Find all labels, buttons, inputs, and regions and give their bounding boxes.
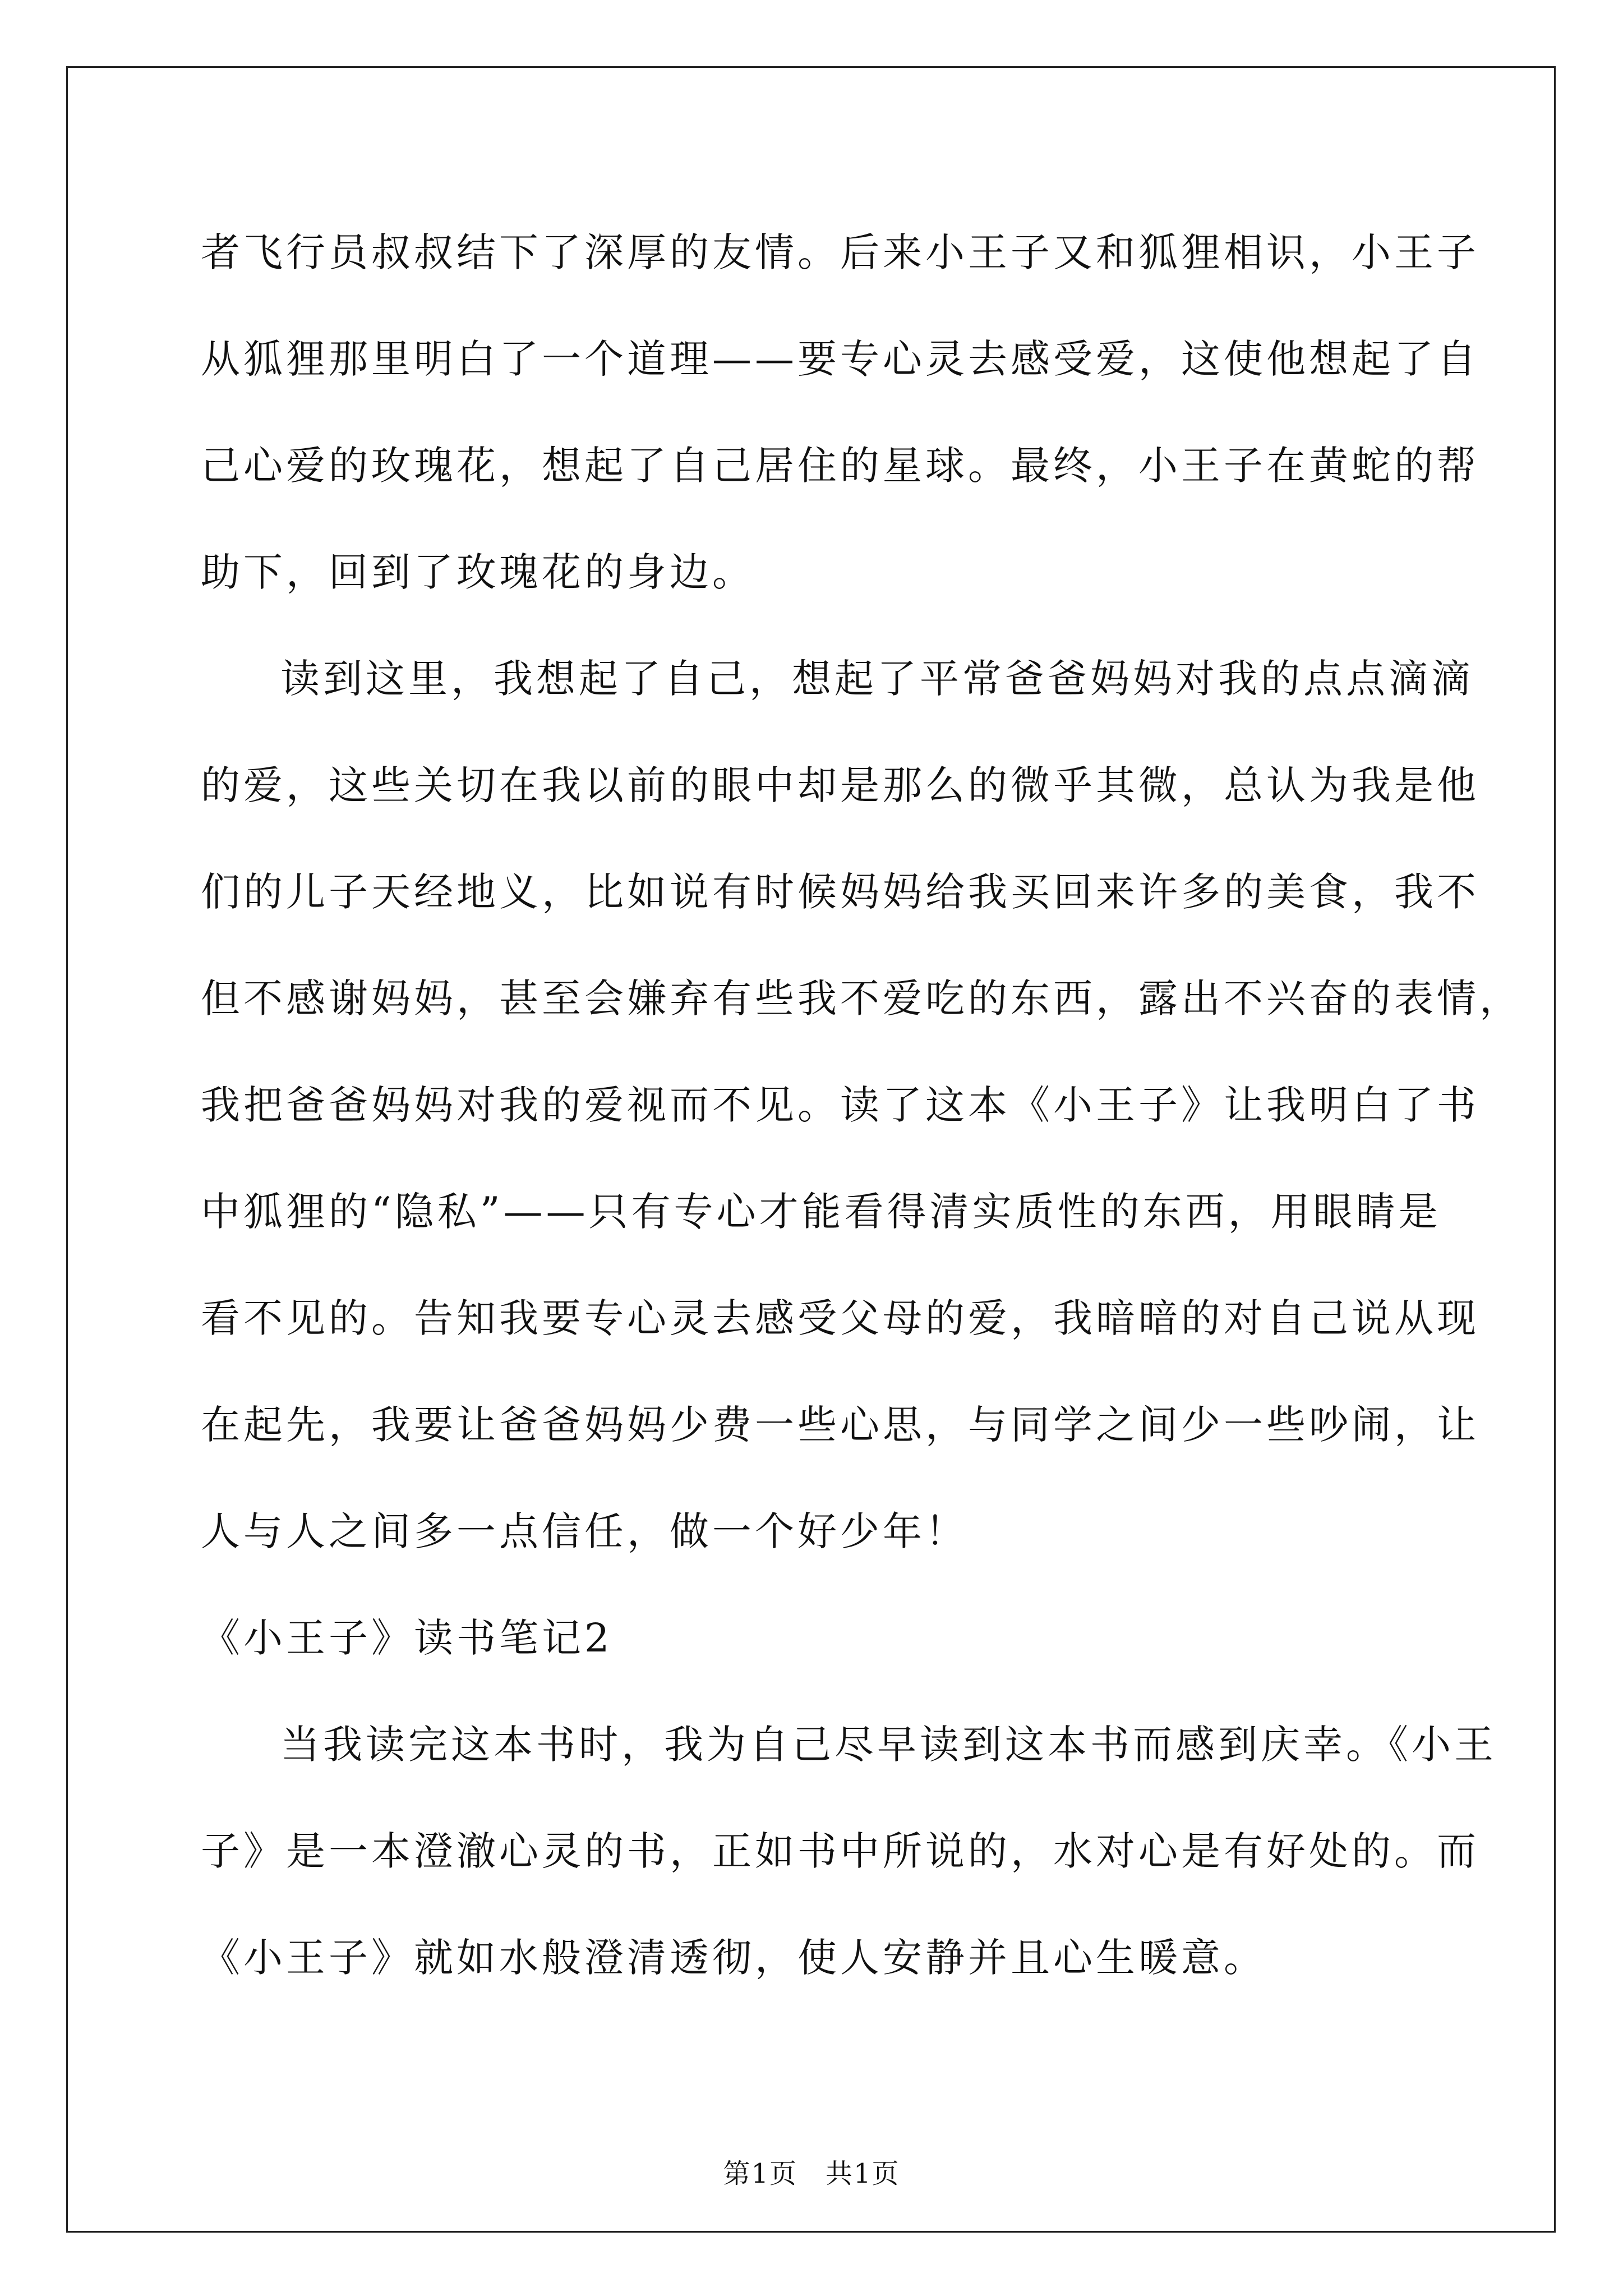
paragraph-line: 我把爸爸妈妈对我的爱视而不见。读了这本《小王子》让我明白了书	[201, 1082, 1479, 1128]
paragraph-line: 们的儿子天经地义，比如说有时候妈妈给我买回来许多的美食，我不	[201, 869, 1479, 915]
section-title: 《小王子》读书笔记2	[201, 1615, 613, 1661]
paragraph-line: 当我读完这本书时，我为自己尽早读到这本书而感到庆幸。《小王	[280, 1722, 1497, 1768]
paragraph-line: 子》是一本澄澈心灵的书，正如书中所说的，水对心是有好处的。而	[201, 1828, 1479, 1874]
paragraph-line: 在起先，我要让爸爸妈妈少费一些心思，与同学之间少一些吵闹，让	[201, 1402, 1479, 1448]
page-border	[66, 66, 1556, 2233]
paragraph-line: 助下，回到了玫瑰花的身边。	[201, 549, 755, 595]
paragraph-line: 的爱，这些关切在我以前的眼中却是那么的微乎其微，总认为我是他	[201, 762, 1479, 808]
paragraph-line: 人与人之间多一点信任，做一个好少年！	[201, 1508, 968, 1554]
paragraph-line: 从狐狸那里明白了一个道理——要专心灵去感受爱，这使他想起了自	[201, 336, 1479, 382]
paragraph-line: 中狐狸的“隐私”——只有专心才能看得清实质性的东西，用眼睛是	[201, 1189, 1441, 1235]
paragraph-line: 者飞行员叔叔结下了深厚的友情。后来小王子又和狐狸相识，小王子	[201, 229, 1479, 275]
paragraph-line: 看不见的。告知我要专心灵去感受父母的爱，我暗暗的对自己说从现	[201, 1295, 1479, 1341]
paragraph-line: 己心爱的玫瑰花，想起了自己居住的星球。最终，小王子在黄蛇的帮	[201, 443, 1479, 489]
paragraph-line: 但不感谢妈妈，甚至会嫌弃有些我不爱吃的东西，露出不兴奋的表情，	[201, 976, 1522, 1022]
paragraph-line: 读到这里，我想起了自己，想起了平常爸爸妈妈对我的点点滴滴	[280, 656, 1474, 702]
page-number: 第1页 共1页	[723, 2158, 900, 2189]
paragraph-line: 《小王子》就如水般澄清透彻，使人安静并且心生暖意。	[201, 1935, 1266, 1981]
